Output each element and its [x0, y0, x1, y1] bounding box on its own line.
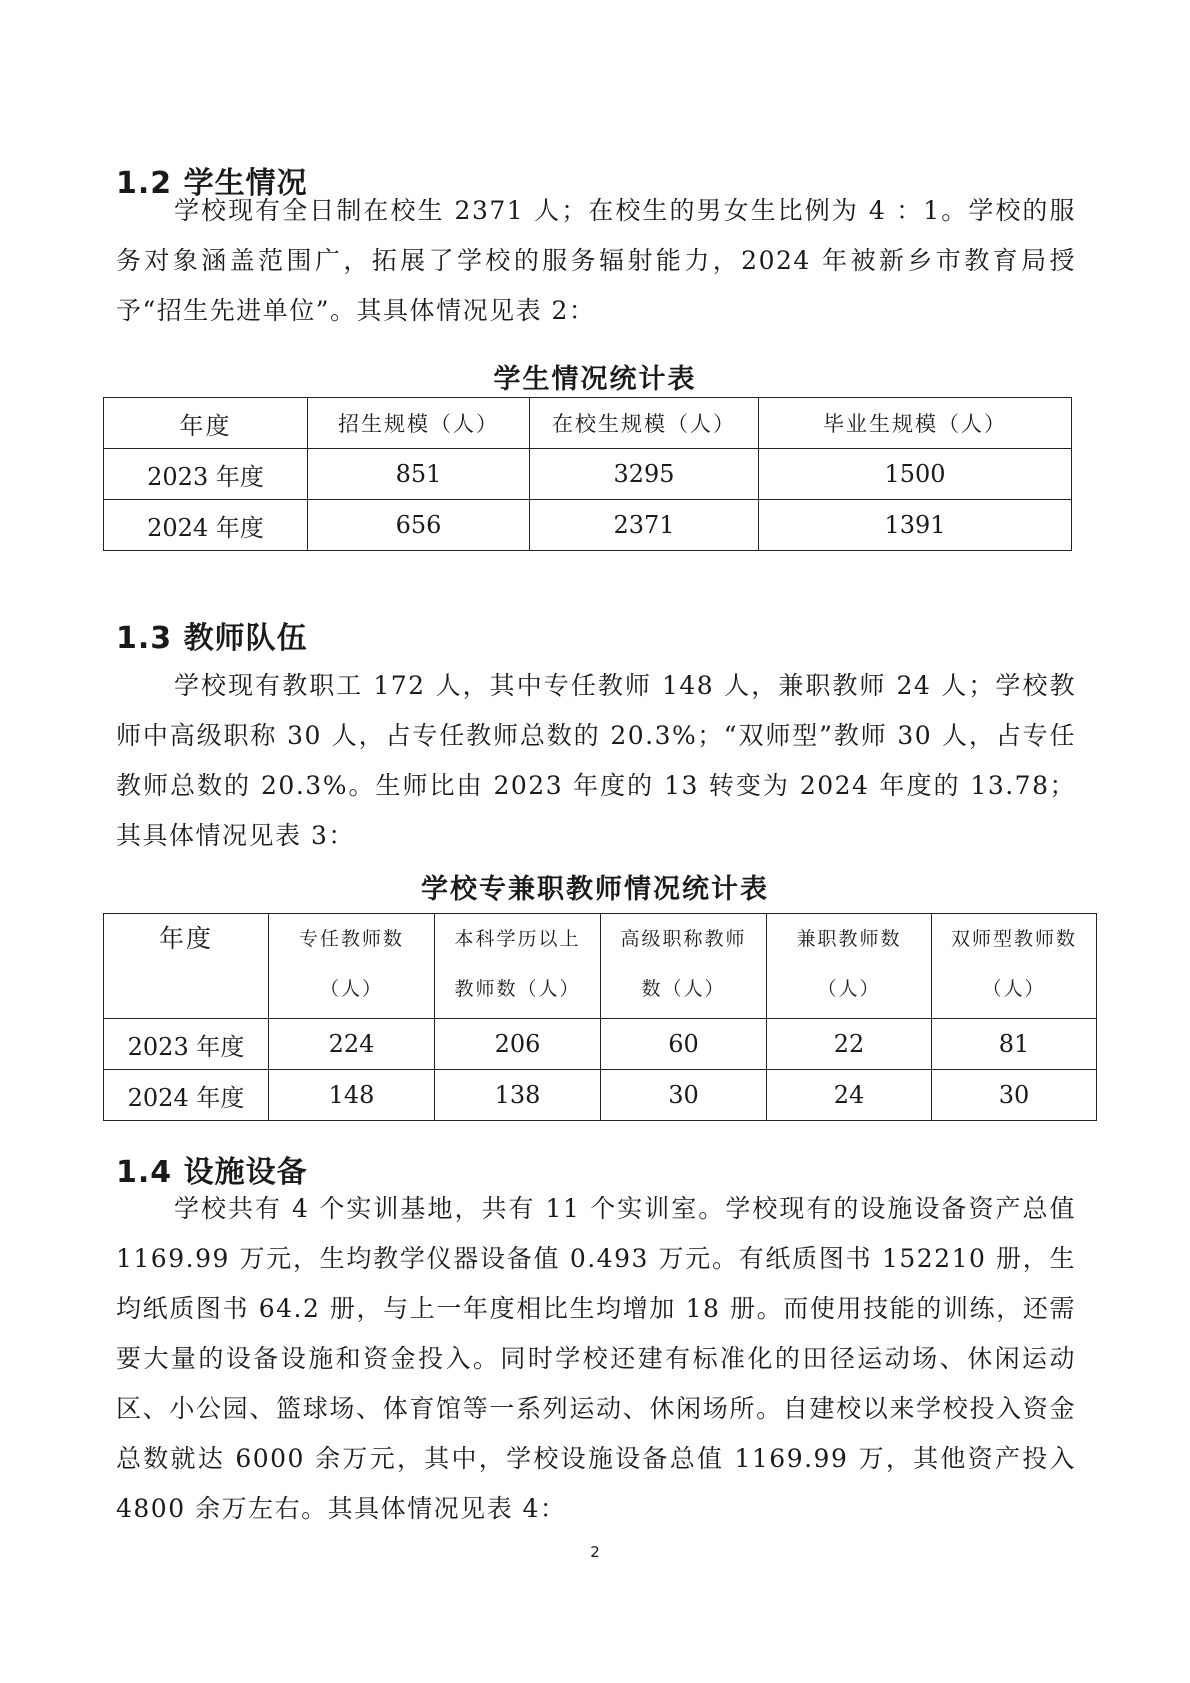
- header-line-1: 本科学历以上: [454, 928, 581, 950]
- header-line-1: 专任教师数: [298, 928, 404, 950]
- table-cell: 22: [767, 1019, 932, 1070]
- table-cell: 2371: [530, 500, 759, 551]
- table-cell: 81: [932, 1019, 1097, 1070]
- table-cell: 1391: [759, 500, 1072, 551]
- table-cell: 206: [435, 1019, 601, 1070]
- table-header-cell: [932, 914, 1097, 1019]
- table-cell: 148: [269, 1070, 435, 1121]
- table-header-cell: 招生规模（人）: [308, 398, 530, 449]
- header-line-2: （人）: [319, 978, 383, 1000]
- table-header-cell: [435, 914, 601, 1019]
- table-cell: 3295: [530, 449, 759, 500]
- table-cell: 851: [308, 449, 530, 500]
- table-cell: 1500: [759, 449, 1072, 500]
- header-line-1: 高级职称教师: [620, 928, 747, 950]
- header-line-2: （人）: [982, 978, 1046, 1000]
- student-stats-table: [103, 397, 1072, 551]
- table-cell: 656: [308, 500, 530, 551]
- table-cell: 138: [435, 1070, 601, 1121]
- table-header-cell: [767, 914, 932, 1019]
- table-cell: 30: [601, 1070, 767, 1121]
- table-row: [104, 500, 1072, 551]
- table-header-row: [104, 914, 1097, 1019]
- header-line-2: 教师数（人）: [454, 978, 581, 1000]
- table-cell: 24: [767, 1070, 932, 1121]
- table-header-cell: [601, 914, 767, 1019]
- section-1-3-paragraph: 学校现有教职工 172 人，其中专任教师 148 人，兼职教师 24 人；学校教师中高级职称 30 人，占专任教师总数的 20.3%；“双师型”教师 30 人，占专任教师总数的 20.3%。生师比由 2023 年度的 13 转变为 2024 年度的 13.78；其具体情况见表 3：: [116, 671, 1076, 850]
- table-cell: 2024 年度: [104, 500, 308, 551]
- table-header-cell: 毕业生规模（人）: [759, 398, 1072, 449]
- header-line-1: 双师型教师数: [950, 928, 1077, 950]
- table3-caption: 学校专兼职教师情况统计表: [421, 874, 769, 905]
- table-cell: 2023 年度: [104, 1019, 269, 1070]
- header-line-2: （人）: [817, 978, 881, 1000]
- table-header-row: [104, 398, 1072, 449]
- table-cell: 224: [269, 1019, 435, 1070]
- table-cell: 30: [932, 1070, 1097, 1121]
- section-heading-1-4: 1.4 设施设备: [116, 1155, 308, 1190]
- table-cell: 2023 年度: [104, 449, 308, 500]
- table-row: [104, 1070, 1097, 1121]
- page-number: 2: [590, 1543, 600, 1561]
- header-line-2: 数（人）: [641, 978, 726, 1000]
- table-header-cell: 年度: [104, 398, 308, 449]
- section-1-4-paragraph: 学校共有 4 个实训基地，共有 11 个实训室。学校现有的设施设备资产总值 1169.99 万元，生均教学仪器设备值 0.493 万元。有纸质图书 152210 册，生均纸质图书 64.2 册，与上一年度相比生均增加 18 册。而使用技能的训练，还需要大量的设备设施和资金投入。同时学校还建有标准化的田径运动场、休闲运动区、小公园、篮球场、体育馆等一系列运动、休闲场所。自建校以来学校投入资金总数就达 6000 余万元，其中，学校设施设备总值 1169.99 万，其他资产投入 4800 余万左右。其具体情况见表 4：: [116, 1194, 1076, 1523]
- table2-caption: 学生情况统计表: [493, 364, 697, 395]
- teacher-stats-table: [103, 913, 1097, 1121]
- table-cell: 60: [601, 1019, 767, 1070]
- table-header-cell: [269, 914, 435, 1019]
- header-line-1: 兼职教师数: [796, 928, 902, 950]
- table-row: [104, 449, 1072, 500]
- table-header-cell: [104, 914, 269, 1019]
- header-line-1: 年度: [158, 924, 213, 953]
- section-1-2-paragraph: 学校现有全日制在校生 2371 人；在校生的男女生比例为 4 ：1。学校的服务对象涵盖范围广，拓展了学校的服务辐射能力，2024 年被新乡市教育局授予“招生先进单位”。其具体情况见表 2：: [116, 196, 1076, 325]
- table-cell: 2024 年度: [104, 1070, 269, 1121]
- section-heading-1-3: 1.3 教师队伍: [116, 621, 308, 656]
- table-row: [104, 1019, 1097, 1070]
- table-header-cell: 在校生规模（人）: [530, 398, 759, 449]
- section-heading-1-2: 1.2 学生情况: [116, 166, 308, 201]
